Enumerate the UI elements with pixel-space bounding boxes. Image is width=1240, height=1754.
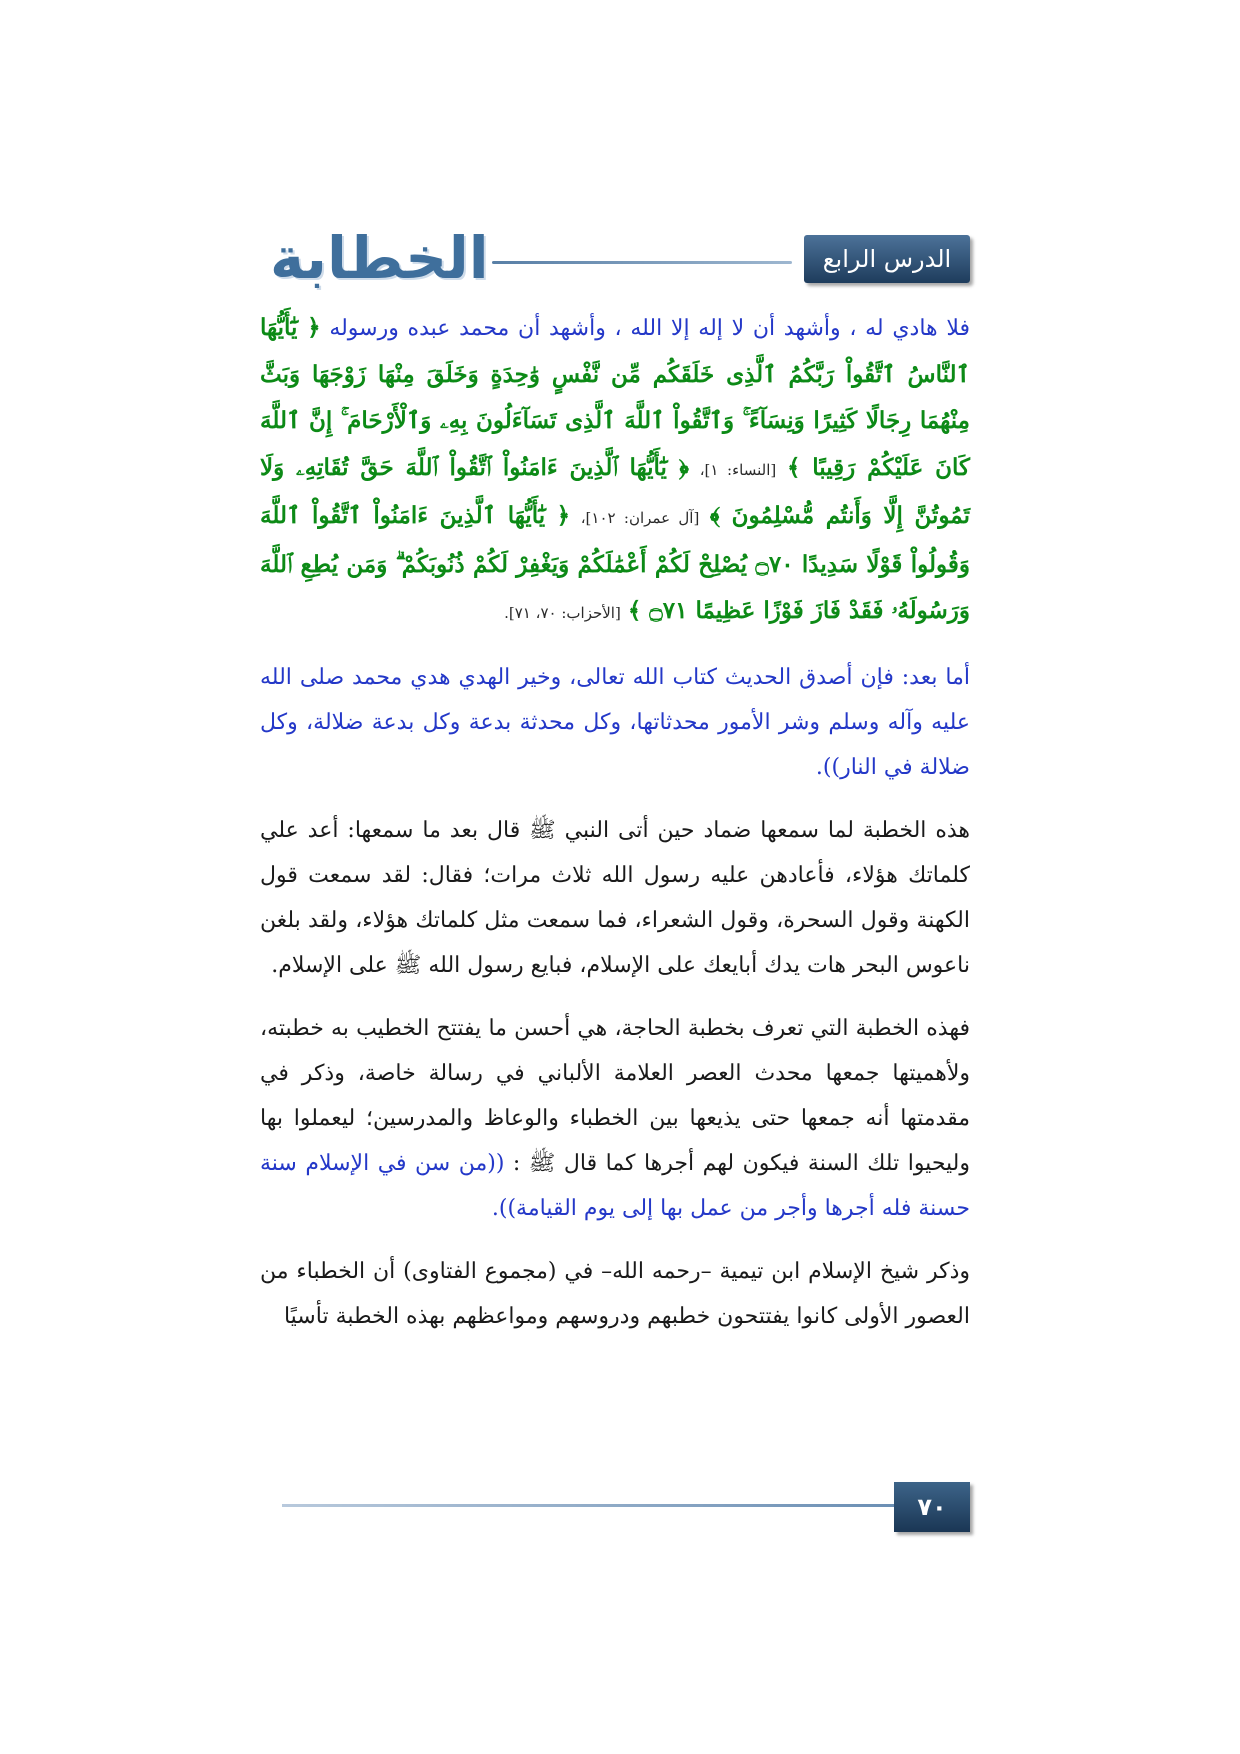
footer-divider — [282, 1504, 898, 1507]
verse-reference: [الأحزاب: ٧٠، ٧١]. — [504, 604, 621, 622]
paragraph-ibn-taymiyyah: وذكر شيخ الإسلام ابن تيمية –رحمه الله– في (مجموع الفتاوى) أن الخطباء من العصور الأولى كانوا يفتتحون خطبهم ودروسهم ومواعظهم بهذه الخطبة تأسيًا — [260, 1258, 970, 1329]
page-number: ٧٠ — [894, 1482, 970, 1532]
hadith-quote: ((من سن في الإسلام سنة حسنة فله أجرها وأجر من عمل بها إلى يوم القيامة)). — [260, 1150, 970, 1221]
intro-text: فلا هادي له ، وأشهد أن لا إله إلا الله ، وأشهد أن محمد عبده ورسوله — [329, 316, 970, 341]
verse-nisa: ﴿ يَٰٓأَيُّهَا ٱلنَّاسُ ٱتَّقُواْ رَبَّكُمُ ٱلَّذِى خَلَقَكُم مِّن نَّفْسٍ وَٰحِدَةٍ وَخَلَقَ مِنْهَا زَوْجَهَا وَبَثَّ مِنْهُمَا رِجَالًا كَثِيرًا وَنِسَآءً ۚ وَٱتَّقُواْ ٱللَّهَ ٱلَّذِى تَسَآءَلُونَ بِهِۦ وَٱلْأَرْحَامَ ۚ إِنَّ ٱللَّهَ كَانَ عَلَيْكُمْ رَقِيبًا ﴾ — [260, 314, 971, 481]
paragraph-text: فهذه الخطبة التي تعرف بخطبة الحاجة، هي أحسن ما يفتتح الخطيب به خطبته، ولأهميتها جمعها محدث العصر العلامة الألباني في رسالة خاصة، وذكر في مقدمتها أنه جمعها حتى يذيعها بين الخطباء والوعاظ والمدرسين؛ ليعملوا بها وليحيوا تلك السنة فيكون لهم أجرها كما قال ﷺ : — [260, 1015, 970, 1176]
lesson-badge: الدرس الرابع — [804, 235, 970, 283]
quran-block — [260, 305, 970, 637]
header-divider — [492, 261, 792, 264]
paragraph-amma-bad: أما بعد: فإن أصدق الحديث كتاب الله تعالى، وخير الهدي هدي محمد صلى الله عليه وآله وسلم وشر الأمور محدثاتها، وكل محدثة بدعة وكل بدعة ضلالة، وكل ضلالة في النار)). — [260, 664, 970, 780]
page-header — [260, 224, 970, 292]
page-footer — [282, 1482, 970, 1534]
verse-reference: [النساء: ١]، — [699, 460, 777, 479]
page-body — [260, 305, 970, 1357]
verse-reference: [آل عمران: ١٠٢]، — [580, 509, 700, 527]
verse-ahzab: ﴿ يَٰٓأَيُّهَا ٱلَّذِينَ ءَامَنُواْ ٱتَّقُواْ ٱللَّهَ وَقُولُواْ قَوْلًا سَدِيدًا ۝٧٠ يُصْلِحْ لَكُمْ أَعْمَٰلَكُمْ وَيَغْفِرْ لَكُمْ ذُنُوبَكُمْ ۗ وَمَن يُطِعِ ٱللَّهَ وَرَسُولَهُۥ فَقَدْ فَازَ فَوْزًا عَظِيمًا ۝٧١ ﴾ — [260, 502, 970, 624]
paragraph-dimad: هذه الخطبة لما سمعها ضماد حين أتى النبي ﷺ قال بعد ما سمعها: أعد علي كلماتك هؤلاء، فأعادهن عليه رسول الله ثلاث مرات؛ فقال: لقد سمعت قول الكهنة وقول السحرة، وقول الشعراء، فما سمعت مثل كلماتك هؤلاء، ولقد بلغن ناعوس البحر هات يدك أبايعك على الإسلام، فبايع رسول الله ﷺ على الإسلام. — [260, 817, 970, 978]
verse-al-imran: ﴿ يَٰٓأَيُّهَا ٱلَّذِينَ ءَامَنُواْ ٱتَّقُواْ ٱللَّهَ حَقَّ تُقَاتِهِۦ وَلَا تَمُوتُنَّ إِلَّا وَأَنتُم مُّسْلِمُونَ ﴾ — [260, 453, 970, 529]
book-title: الخطابة — [270, 224, 489, 292]
paragraph-khutbat-al-hajah — [260, 1006, 970, 1231]
